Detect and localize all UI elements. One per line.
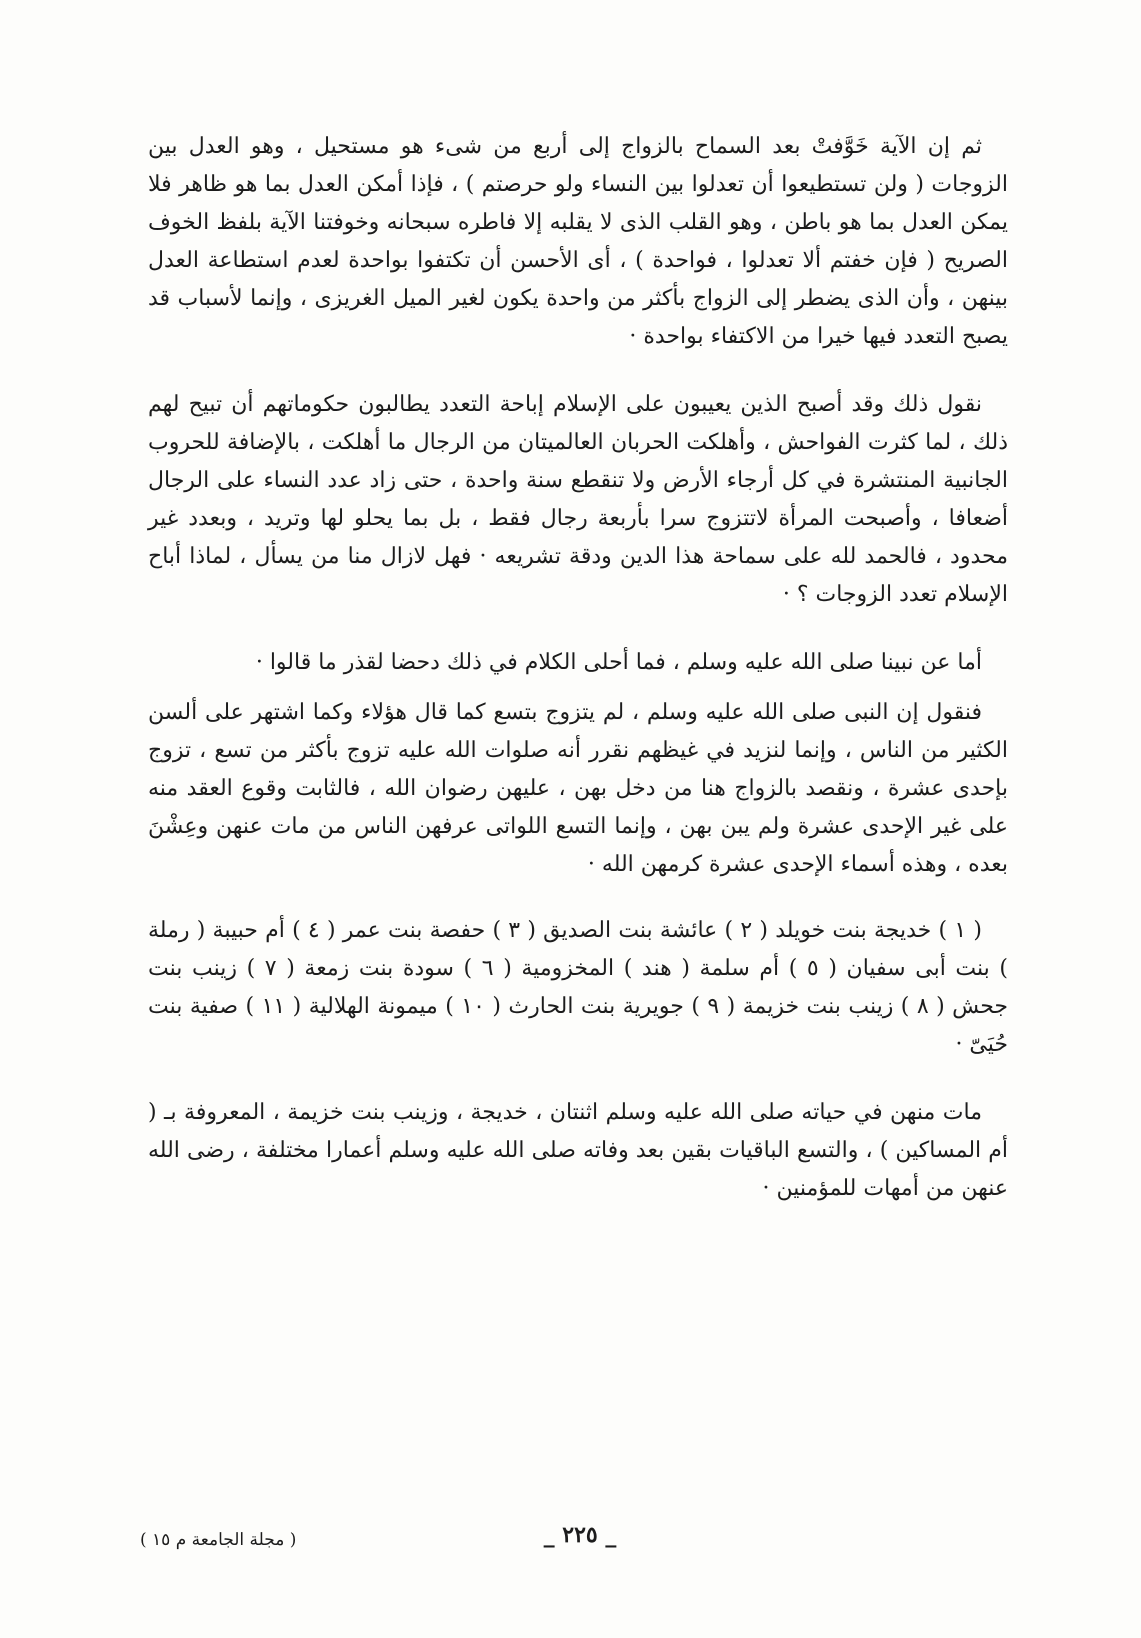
- paragraph-wives-list: ( ١ ) خديجة بنت خويلد ( ٢ ) عائشة بنت الصديق ( ٣ ) حفصة بنت عمر ( ٤ ) أم حبيبة ( رملة ) بنت أبى سفيان ( ٥ ) أم سلمة ( هند ) المخزومية ( ٦ ) سودة بنت زمعة ( ٧ ) زينب بنت جحش ( ٨ ) زينب بنت خزيمة ( ٩ ) جويرية بنت الحارث ( ١٠ ) ميمونة الهلالية ( ١١ ) صفية بنت حُيَىّ ·: [148, 918, 1008, 1057]
- paragraph-wives-death: مات منهن في حياته صلى الله عليه وسلم اثنتان ، خديجة ، وزينب بنت خزيمة ، المعروفة بـ ( أم المساكين ) ، والتسع الباقيات بقين بعد وفاته صلى الله عليه وسلم أعمارا مختلفة ، رضى الله عنهن من أمهات للمؤمنين ·: [148, 1100, 1008, 1201]
- paragraph-critics-polygamy: نقول ذلك وقد أصبح الذين يعيبون على الإسلام إباحة التعدد يطالبون حكوماتهم أن تبيح لهم ذلك ، لما كثرت الفواحش ، وأهلكت الحربان العالميتان من الرجال ما أهلكت ، بالإضافة للحروب الجانبية المنتشرة في كل أرجاء الأرض ولا تنقطع سنة واحدة ، حتى زاد عدد النساء على الرجال أضعافا ، وأصبحت المرأة لاتتزوج سرا بأربعة رجال فقط ، بل بما يحلو لها وتريد ، وبعدد غير محدود ، فالحمد لله على سماحة هذا الدين ودقة تشريعه · فهل لازال منا من يسأل ، لماذا أباح الإسلام تعدد الزوجات ؟ ·: [148, 392, 1008, 607]
- paragraph-verse-fairness: ثم إن الآية خَوَّفتْ بعد السماح بالزواج إلى أربع من شىء هو مستحيل ، وهو العدل بين الزوجات ( ولن تستطيعوا أن تعدلوا بين النساء ولو حرصتم ) ، فإذا أمكن العدل بما هو ظاهر فلا يمكن العدل بما هو باطن ، وهو القلب الذى لا يقلبه إلا فاطره سبحانه وخوفتنا الآية بلفظ الخوف الصريح ( فإن خفتم ألا تعدلوا ، فواحدة ) ، أى الأحسن أن تكتفوا بواحدة لعدم استطاعة العدل بينهن ، وأن الذى يضطر إلى الزواج بأكثر من واحدة يكون لغير الميل الغريزى ، وإنما لأسباب قد يصبح التعدد فيها خيرا من الاكتفاء بواحدة ·: [148, 134, 1008, 349]
- paragraph-eleven-wives: فنقول إن النبى صلى الله عليه وسلم ، لم يتزوج بتسع كما قال هؤلاء وكما اشتهر على ألسن الكثير من الناس ، وإنما لنزيد في غيظهم نقرر أنه صلوات الله عليه تزوج بأكثر من تسع ، تزوج بإحدى عشرة ، ونقصد بالزواج هنا من دخل بهن ، عليهن رضوان الله ، فالثابت وقوع العقد منه على غير الإحدى عشرة ولم يبن بهن ، وإنما التسع اللواتى عرفهن الناس من مات عنهن وعِشْنَ بعده ، وهذه أسماء الإحدى عشرة كرمهن الله ·: [148, 700, 1008, 877]
- paragraph-prophet-intro: أما عن نبينا صلى الله عليه وسلم ، فما أحلى الكلام في ذلك دحضا لقذر ما قالوا ·: [255, 650, 982, 675]
- article-body: [148, 128, 1008, 1208]
- journal-footnote: ( مجلة الجامعة م ١٥ ): [140, 1530, 297, 1550]
- page-number: _ ٢٢٥ _: [543, 1522, 617, 1548]
